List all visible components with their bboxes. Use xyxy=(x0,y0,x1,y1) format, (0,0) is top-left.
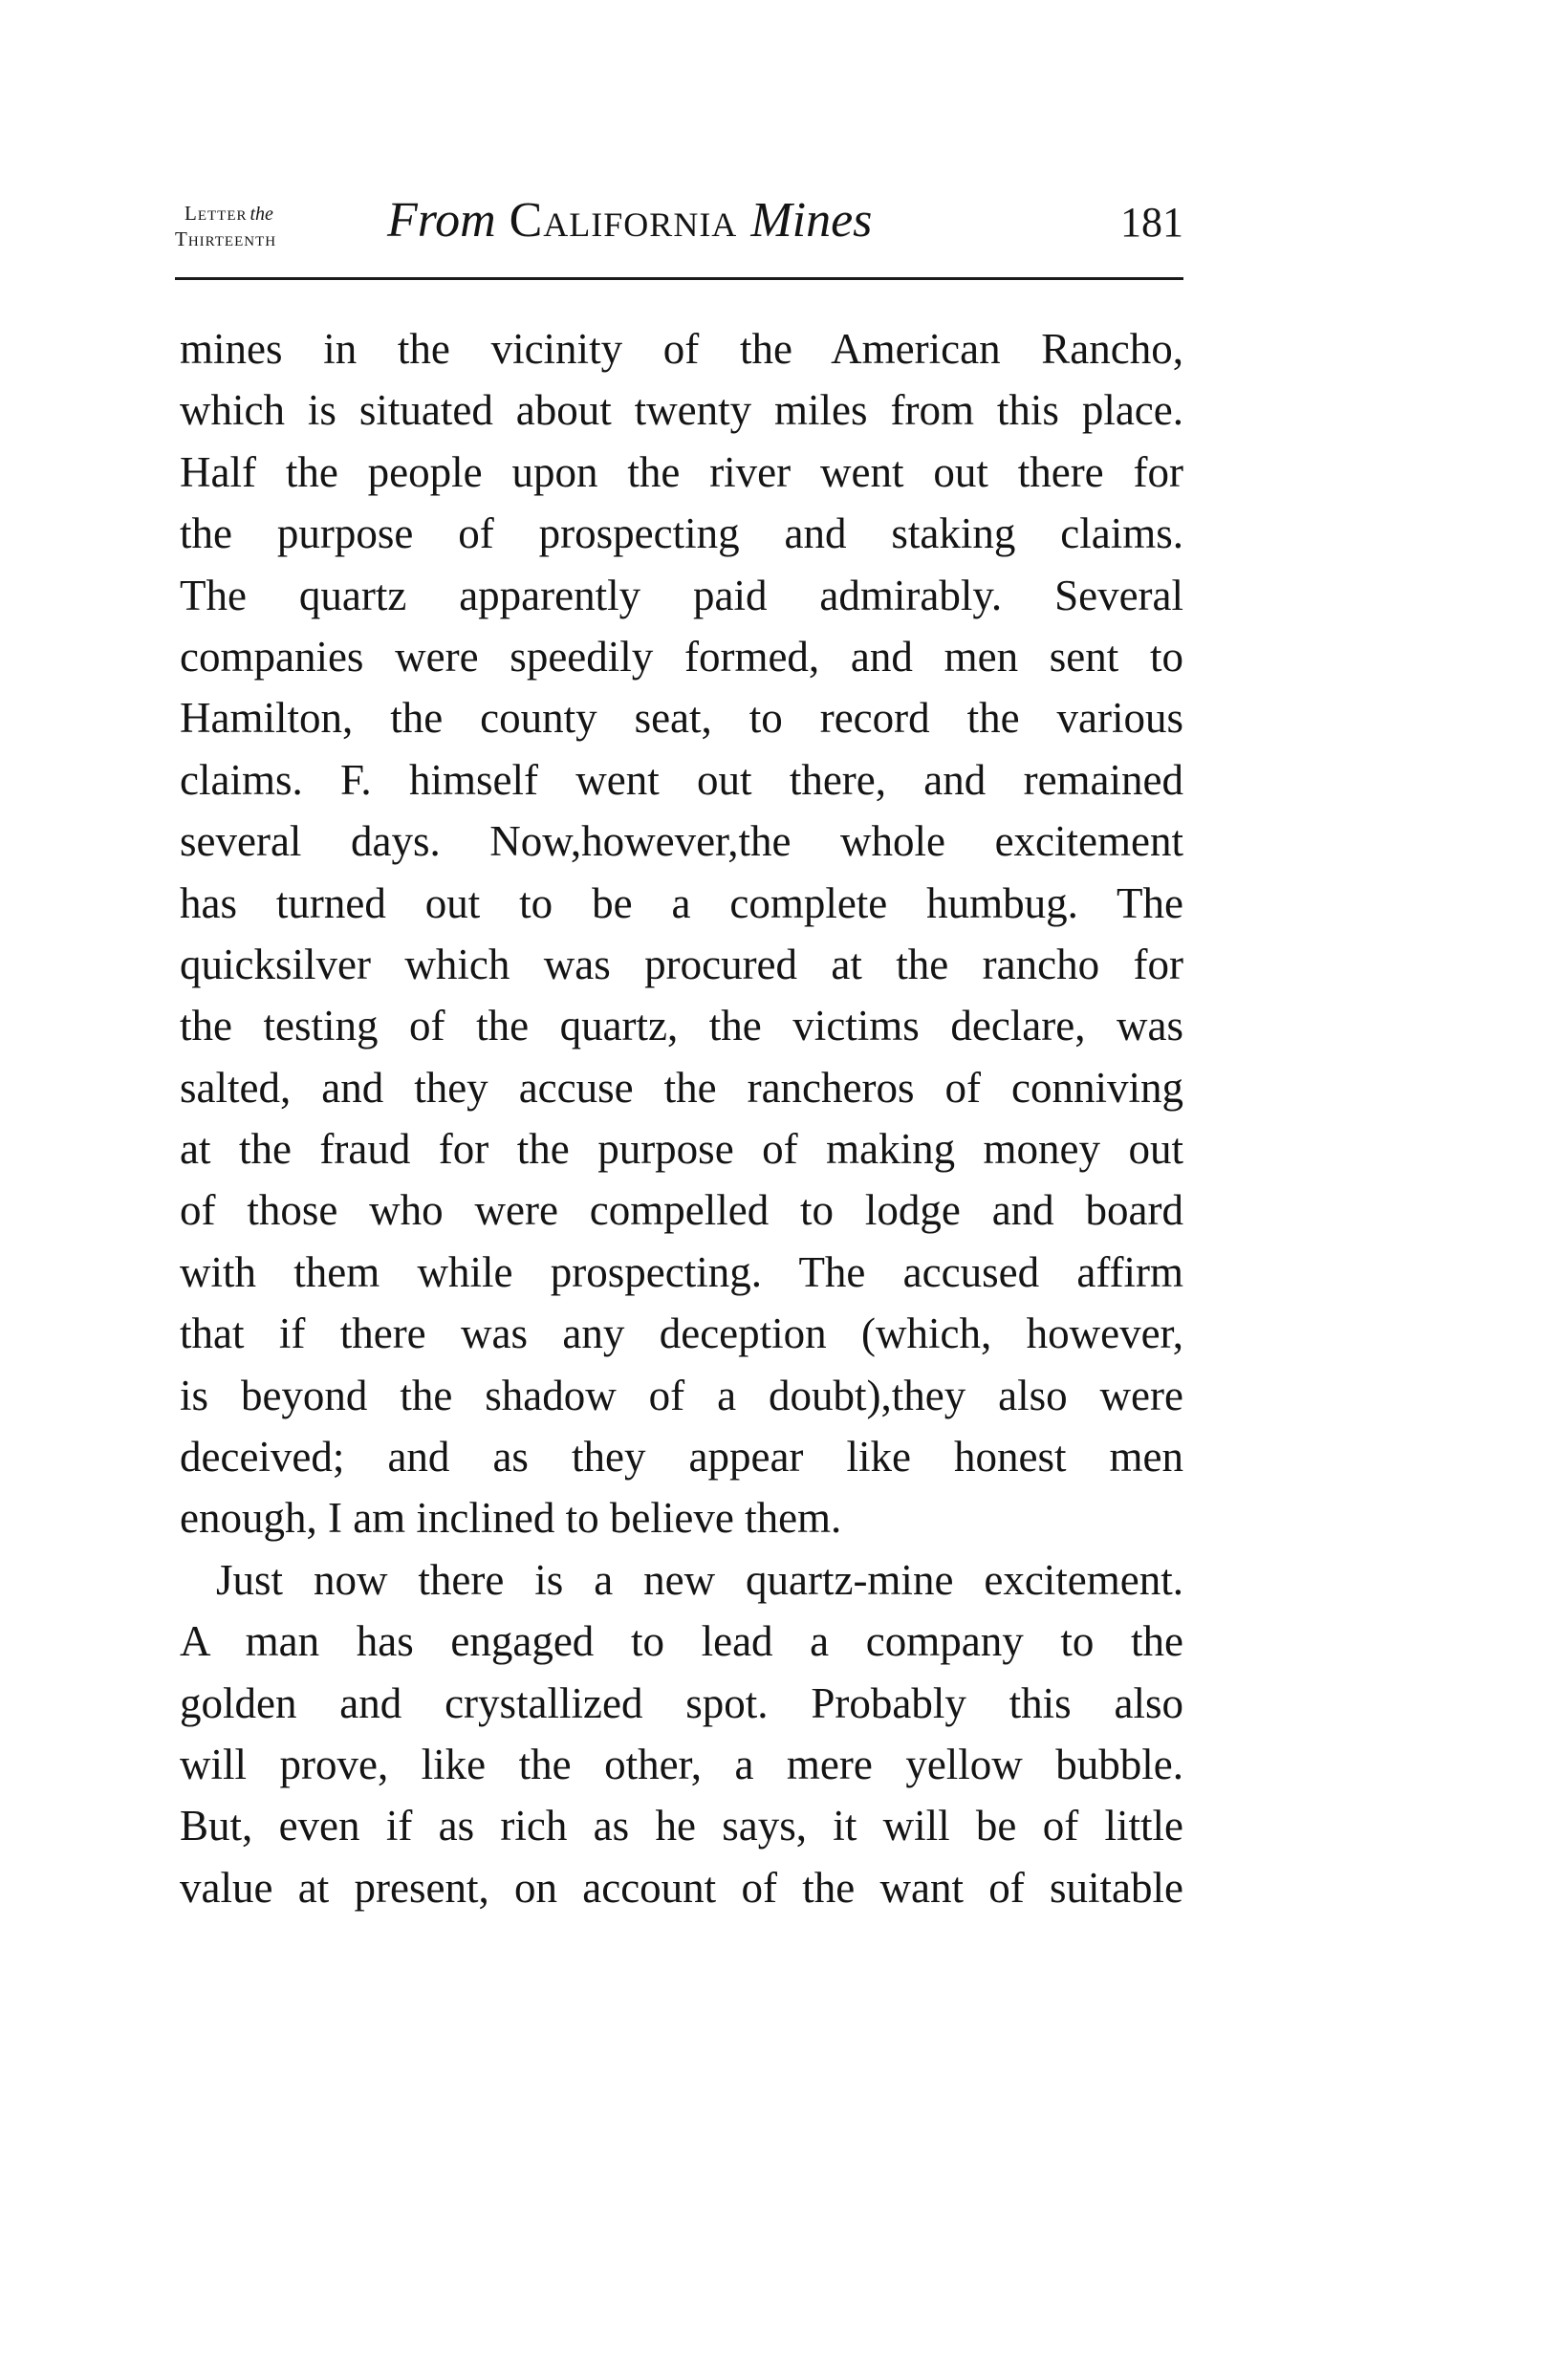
text-line: at the fraud for the purpose of making money out xyxy=(180,1125,1183,1174)
text-line: claims. F. himself went out there, and remained xyxy=(180,755,1183,804)
text-line: which is situated about twenty miles from this place. xyxy=(180,386,1183,435)
text-line: will prove, like the other, a mere yellow bubble. xyxy=(180,1740,1183,1788)
text-line: with them while prospecting. The accused affirm xyxy=(180,1247,1183,1296)
ordinal-word: Thirteenth xyxy=(175,227,277,250)
text-line: the testing of the quartz, the victims declare, was xyxy=(180,1002,1183,1050)
text-line: Half the people upon the river went out there for xyxy=(180,447,1183,496)
text-line: value at present, on account of the want of suitable xyxy=(180,1863,1183,1912)
text-line: is beyond the shadow of a doubt),they also were xyxy=(180,1371,1183,1419)
text-line: quicksilver which was procured at the rancho for xyxy=(180,940,1183,988)
header-rule xyxy=(175,277,1183,280)
text-line: the purpose of prospecting and staking claims. xyxy=(180,509,1183,558)
body-text xyxy=(180,318,1183,1918)
text-line: The quartz apparently paid admirably. Several xyxy=(180,571,1183,619)
letter-word: Letter xyxy=(184,202,248,225)
title-mines: Mines xyxy=(750,193,873,248)
paragraph-start-line: Just now there is a new quartz-mine excitement. xyxy=(216,1555,1183,1604)
text-line: of those who were compelled to lodge and board xyxy=(180,1186,1183,1235)
title-california: California xyxy=(509,193,738,248)
paragraph-end-line: enough, I am inclined to believe them. xyxy=(180,1494,842,1543)
page-number: 181 xyxy=(1120,199,1183,246)
text-line: that if there was any deception (which, however, xyxy=(180,1309,1183,1358)
text-line: But, even if as rich as he says, it will be of little xyxy=(180,1802,1183,1850)
text-line: mines in the vicinity of the American Rancho, xyxy=(180,325,1183,373)
the-word: the xyxy=(249,204,273,225)
text-line: several days. Now,however,the whole excitement xyxy=(180,817,1183,866)
text-line: golden and crystallized spot. Probably this also xyxy=(180,1678,1183,1727)
letter-label xyxy=(175,204,347,249)
text-line: deceived; and as they appear like honest men xyxy=(180,1433,1183,1482)
running-head xyxy=(175,193,1183,265)
text-line: Hamilton, the county seat, to record the various xyxy=(180,694,1183,743)
text-line: companies were speedily formed, and men sent to xyxy=(180,632,1183,681)
title-from: From xyxy=(387,193,496,248)
text-line: A man has engaged to lead a company to the xyxy=(180,1617,1183,1666)
running-title xyxy=(387,193,873,248)
text-line: has turned out to be a complete humbug. The xyxy=(180,878,1183,927)
text-line: salted, and they accuse the rancheros of conniving xyxy=(180,1063,1183,1112)
